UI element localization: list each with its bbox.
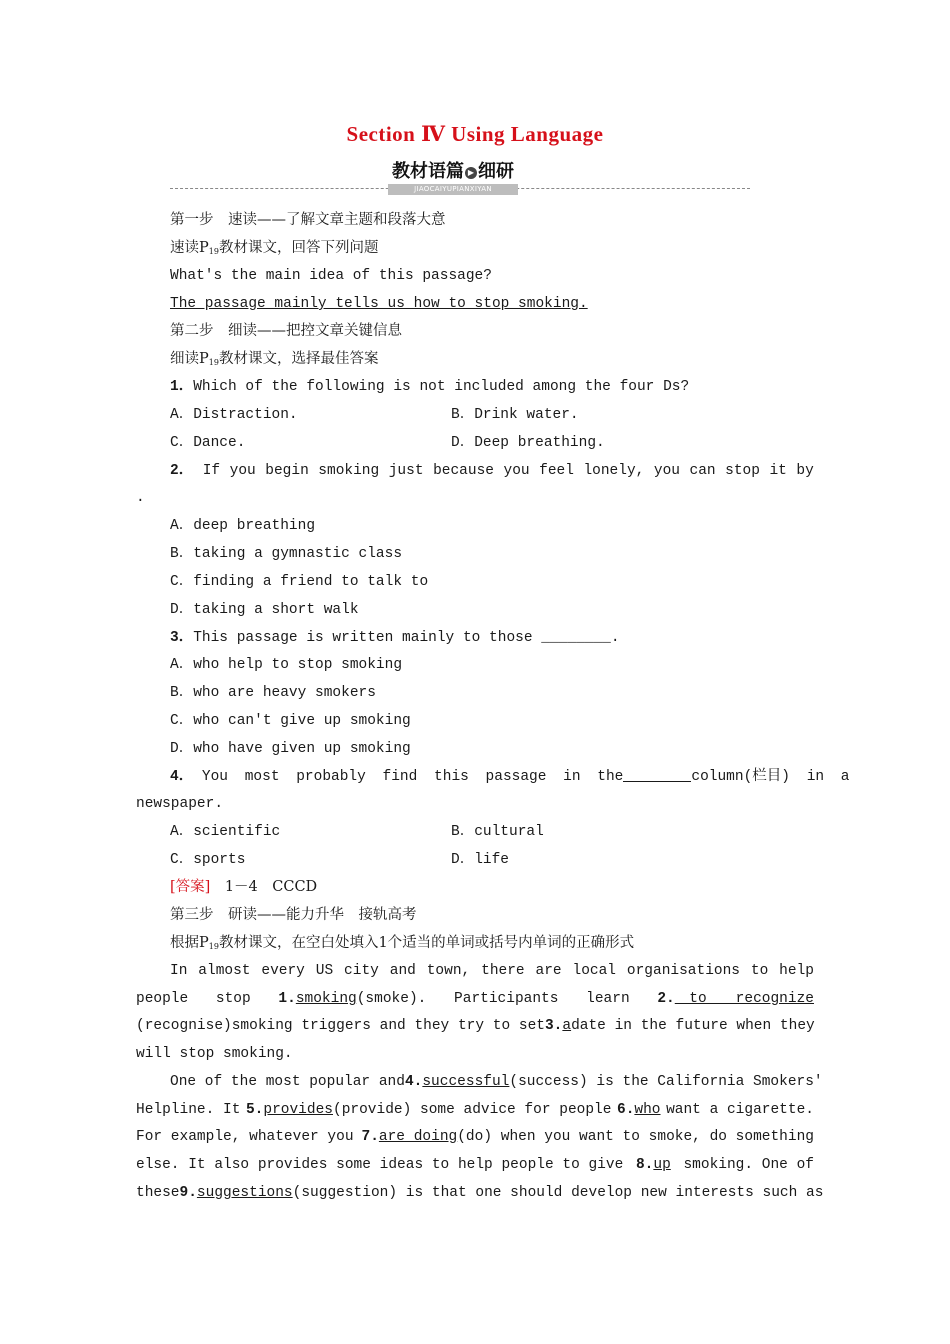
- text-segment: want a cigarette.: [666, 1102, 814, 1118]
- instr-text: 速读P: [170, 240, 209, 256]
- q4-option-c: C．sports: [170, 852, 246, 868]
- arrow-right-icon: ▶: [465, 167, 477, 179]
- instr-text: 教材课文，选择最佳答案: [218, 351, 379, 367]
- banner-header-right: 细研: [478, 161, 514, 182]
- instr-text: 教材课文，在空白处填入1个适当的单词或括号内单词的正确形式: [218, 935, 635, 951]
- answer-blank: [623, 767, 691, 782]
- p1-line2: [136, 989, 814, 1009]
- blank-number: 3.: [544, 1018, 563, 1034]
- q4-continuation: newspaper.: [136, 796, 224, 812]
- word: you: [503, 463, 530, 479]
- question-1: [170, 377, 689, 397]
- instr-text: 根据P: [170, 935, 209, 951]
- question-3: [170, 628, 620, 648]
- blank-answer: are doing: [378, 1129, 458, 1145]
- step3-heading: 第三步 研读——能力升华 接轨高考: [170, 907, 417, 923]
- blank-2: [657, 989, 814, 1009]
- p2-line5: [136, 1183, 824, 1203]
- question-2: [170, 461, 814, 481]
- instr-text: 教材课文，回答下列问题: [218, 240, 379, 256]
- p1-line1: In almost every US city and town, there are local organisations to help: [170, 963, 814, 979]
- q2-option-a: A．deep breathing: [170, 518, 316, 534]
- blank-answer: provides: [263, 1102, 333, 1118]
- blank-number: 1.: [278, 991, 296, 1007]
- blank-number: 9.: [179, 1185, 197, 1201]
- p2-line4: [136, 1155, 814, 1175]
- blank-answer: up: [653, 1157, 671, 1173]
- question-4: [170, 767, 850, 787]
- text-segment: (success) is the California Smokers': [509, 1074, 823, 1090]
- step1-heading: 第一步 速读——了解文章主题和段落大意: [170, 212, 446, 228]
- banner-header-left: 教材语篇: [392, 161, 464, 182]
- section-title: Section Ⅳ Using Language: [346, 122, 604, 146]
- blank-number: 2.: [657, 991, 675, 1007]
- page-ref: 19: [208, 942, 219, 951]
- text-segment: For example, whatever you: [136, 1129, 354, 1145]
- banner-header: [384, 160, 522, 184]
- text-segment: Helpline. It: [136, 1102, 241, 1118]
- text-segment: smoking. One of: [683, 1157, 814, 1173]
- word: lonely,: [583, 463, 645, 479]
- word: it: [769, 463, 787, 479]
- instr-text: 细读P: [170, 351, 209, 367]
- blank-6: [617, 1100, 661, 1120]
- question-text: You most probably find this passage in the: [201, 769, 624, 785]
- blank-answer: smoking: [295, 991, 357, 1007]
- text-segment: (suggestion) is that one should develop new interests such as: [292, 1185, 824, 1201]
- q2-option-b: B．taking a gymnastic class: [170, 546, 403, 562]
- step1-answer: The passage mainly tells us how to stop smoking.: [170, 296, 588, 312]
- word: by: [796, 463, 814, 479]
- banner-pinyin: JIAOCAIYUPIANXIYAN: [388, 184, 518, 195]
- question-text: Which of the following is not included among the four Ds?: [193, 379, 690, 395]
- q2-continuation: .: [136, 490, 145, 506]
- text-segment: One of the most popular and: [170, 1074, 405, 1090]
- page-ref: 19: [208, 247, 219, 256]
- blank-number: 8.: [635, 1157, 654, 1173]
- q2-option-c: C．finding a friend to talk to: [170, 574, 429, 590]
- p2-line3: [136, 1127, 814, 1147]
- p2-line2: [136, 1100, 814, 1120]
- q1-option-d: D．Deep breathing.: [451, 435, 605, 451]
- answer-key-value: 1－4 CCCD: [224, 879, 318, 895]
- blank-number: 5.: [245, 1102, 264, 1118]
- blank-number: 4.: [404, 1074, 423, 1090]
- q1-option-c: C．Dance.: [170, 435, 246, 451]
- page-ref: 19: [208, 358, 219, 367]
- blank-1: [278, 989, 426, 1009]
- answer-key: [170, 877, 317, 897]
- word: just: [388, 463, 424, 479]
- blank-answer: who: [634, 1102, 661, 1118]
- q2-option-d: D．taking a short walk: [170, 602, 359, 618]
- word: can: [689, 463, 716, 479]
- q3-option-c: C．who can't give up smoking: [170, 713, 411, 729]
- word: stop: [725, 463, 760, 479]
- question-number: 2．: [170, 463, 194, 479]
- word: feel: [539, 463, 574, 479]
- blank-answer: a: [562, 1018, 572, 1034]
- word: If: [202, 463, 221, 479]
- text-segment: (do) when you want to smoke, do something: [457, 1129, 814, 1145]
- word: because: [433, 463, 494, 479]
- text-segment: (provide) some advice for people: [333, 1102, 612, 1118]
- word: people: [136, 991, 189, 1007]
- word: Participants: [454, 991, 559, 1007]
- q3-option-a: A．who help to stop smoking: [170, 657, 403, 673]
- q3-option-b: B．who are heavy smokers: [170, 685, 376, 701]
- question-number: 4．: [170, 769, 194, 785]
- word: stop: [215, 991, 251, 1007]
- word: learn: [586, 991, 630, 1007]
- blank-number: 7.: [361, 1129, 379, 1145]
- text-segment: else. It also provides some ideas to help people to give: [136, 1157, 624, 1173]
- p1-line3: [136, 1016, 814, 1036]
- blank-number: 6.: [617, 1102, 635, 1118]
- blank-4: [405, 1072, 823, 1092]
- word: begin: [265, 463, 309, 479]
- blank-answer: to recognize: [674, 991, 814, 1007]
- blank-3: [545, 1016, 571, 1036]
- question-number: 3．: [170, 630, 194, 646]
- blank-8: [636, 1155, 671, 1175]
- question-text: column(栏目) in a: [691, 769, 850, 785]
- q4-part-a: [170, 767, 623, 787]
- step1-question: What's the main idea of this passage?: [170, 268, 492, 284]
- blank-answer: suggestions: [196, 1185, 293, 1201]
- question-text: This passage is written mainly to those ________.: [193, 630, 620, 646]
- word: you: [653, 463, 680, 479]
- q1-option-a: A．Distraction.: [170, 407, 298, 423]
- p2-line1: [170, 1072, 823, 1092]
- word: (smoke).: [356, 991, 427, 1007]
- word: smoking: [318, 463, 380, 479]
- p1-line4: will stop smoking.: [136, 1046, 293, 1062]
- q4-part-b: [623, 767, 849, 787]
- q4-option-a: A．scientific: [170, 824, 281, 840]
- word: you: [229, 463, 256, 479]
- q4-option-b: B．cultural: [451, 824, 544, 840]
- blank-answer: successful: [422, 1074, 510, 1090]
- blank-9: [180, 1183, 824, 1203]
- text-segment: date in the future when they: [571, 1018, 815, 1034]
- step3-instruction: [170, 933, 634, 957]
- blank-5: [246, 1100, 611, 1120]
- q4-option-d: D．life: [451, 852, 510, 868]
- step2-heading: 第二步 细读——把控文章关键信息: [170, 323, 402, 339]
- section-banner: [170, 160, 750, 198]
- q1-option-b: B．Drink water.: [451, 407, 579, 423]
- question-number: 1．: [170, 379, 194, 395]
- text-segment: these: [136, 1185, 180, 1201]
- q3-option-d: D．who have given up smoking: [170, 741, 411, 757]
- step1-instruction: [170, 238, 378, 262]
- blank-7: [362, 1127, 815, 1147]
- step2-instruction: [170, 349, 378, 373]
- answer-key-label: [答案]: [170, 879, 211, 895]
- text-segment: (recognise)smoking triggers and they try to set: [136, 1018, 545, 1034]
